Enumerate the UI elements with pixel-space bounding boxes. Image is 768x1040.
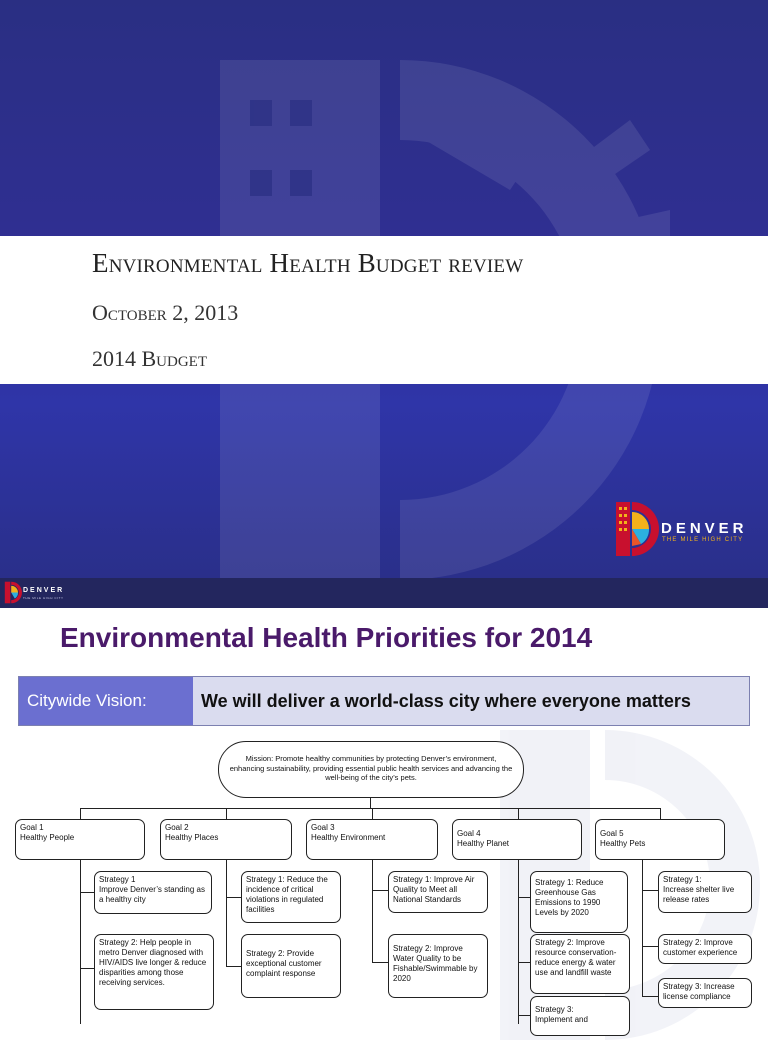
strategy-box: Strategy 2: Help people in metro Denver diagnosed with HIV/AIDS live longer & reduce disparities among those receiving services. (94, 934, 214, 1010)
small-logo-tagline: THE MILE HIGH CITY (23, 596, 64, 600)
connector-line (518, 897, 530, 898)
connector-line (370, 798, 371, 808)
goal-box: Goal 4 Healthy Planet (452, 819, 582, 860)
connector-line (642, 859, 643, 997)
connector-line (372, 962, 388, 963)
goal-box: Goal 1 Healthy People (15, 819, 145, 860)
strategy-box: Strategy 2: Provide exceptional customer complaint response (241, 934, 341, 998)
strategy-box: Strategy 1: Reduce the incidence of critical violations in regulated facilities (241, 871, 341, 923)
strategy-box: Strategy 1 Improve Denver’s standing as a healthy city (94, 871, 212, 914)
connector-line (80, 808, 660, 809)
goal-box: Goal 2 Healthy Places (160, 819, 292, 860)
vision-text: We will deliver a world-class city where everyone matters (193, 677, 749, 725)
goal-box: Goal 5 Healthy Pets (595, 819, 725, 860)
denver-logo-icon (614, 500, 664, 558)
strategy-box: Strategy 2: Improve Water Quality to be Fishable/Swimmable by 2020 (388, 934, 488, 998)
slide2-title: Environmental Health Priorities for 2014 (60, 622, 593, 653)
strategy-box: Strategy 1: Reduce Greenhouse Gas Emissions to 1990 Levels by 2020 (530, 871, 628, 933)
strategy-box: Strategy 1: Increase shelter live release rates (658, 871, 752, 913)
small-logo-wordmark: DENVER (23, 587, 65, 594)
connector-line (80, 968, 94, 969)
connector-line (80, 892, 94, 893)
goal-box: Goal 3 Healthy Environment (306, 819, 438, 860)
slide-subtitle: 2014 Budget (92, 346, 207, 371)
connector-line (226, 966, 241, 967)
strategy-box: Strategy 2: Improve resource conservation- reduce energy & water use and landfill waste (530, 934, 630, 994)
citywide-vision (18, 676, 750, 726)
connector-line (80, 859, 81, 1024)
connector-line (642, 890, 658, 891)
connector-line (518, 859, 519, 1024)
connector-line (226, 897, 241, 898)
connector-line (372, 859, 373, 963)
connector-line (518, 962, 530, 963)
slide-date: October 2, 2013 (92, 300, 239, 325)
connector-line (518, 1015, 530, 1016)
strategy-box: Strategy 1: Improve Air Quality to Meet all National Standards (388, 871, 488, 913)
denver-logo-small-icon (4, 580, 24, 605)
logo-wordmark: DENVER (661, 520, 748, 537)
slide2-header-strip (0, 578, 768, 608)
slide-title: Environmental Health Budget review (92, 248, 524, 278)
vision-label: Citywide Vision: (19, 677, 193, 725)
connector-line (226, 859, 227, 967)
connector-line (372, 890, 388, 891)
connector-line (642, 946, 658, 947)
logo-tagline: THE MILE HIGH CITY (662, 537, 744, 543)
strategy-box: Strategy 3: Implement and (530, 996, 630, 1036)
mission-statement: Mission: Promote healthy communities by protecting Denver’s environment, enhancing sustainability, providing essential public health services and advancing the well-being of the city’s pets. (218, 741, 524, 798)
connector-line (642, 996, 658, 997)
strategy-box: Strategy 2: Improve customer experience (658, 934, 752, 964)
strategy-box: Strategy 3: Increase license compliance (658, 978, 752, 1008)
